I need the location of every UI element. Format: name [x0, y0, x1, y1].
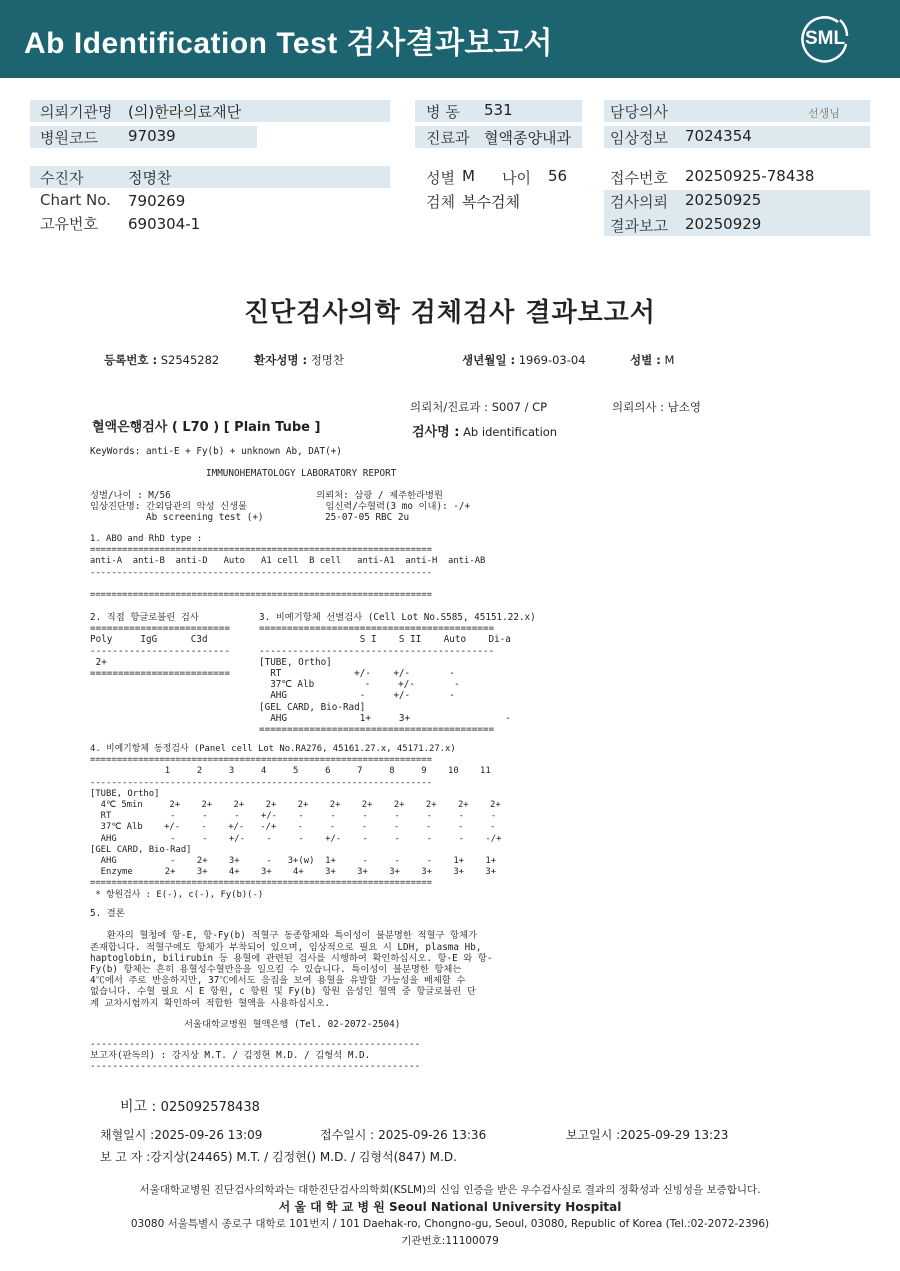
- req-doctor-label: 의뢰의사 :: [612, 400, 664, 414]
- patient-value: 정명찬: [128, 169, 172, 187]
- report-datetime: [566, 1126, 728, 1143]
- footer-reporter-label: 보 고 자 :: [100, 1150, 151, 1164]
- report-date-value: 20250929: [685, 215, 762, 233]
- receipt-label: 접수번호: [610, 169, 668, 187]
- hospital-name: 서 울 대 학 교 병 원 Seoul National University Hospital: [278, 1200, 622, 1214]
- doc-sex: [630, 352, 674, 368]
- clinical-label: 임상정보: [610, 129, 668, 147]
- reporter-block: ----------------------------------------------------------- 보고자(판독의) : 강지상 M.T. / 김정현 M.D. / 김형석 M.D. -----------------------------------------------------------: [90, 1039, 421, 1073]
- doctor-label: 담당의사: [610, 103, 668, 121]
- screen-block: 3. 비예기항체 선별검사 (Cell Lot No.S585, 45151.22.x) ========================================== S I S II Auto Di-a ------------------------------------------ [TUBE, Ortho] RT +/- +/- - 37℃ Alb - +/- - AHG - +/- - [GEL CARD, Bio-Rad] AHG 1+ 3+ - ==========================================: [259, 612, 536, 736]
- receipt-date-value: 2025-09-26 13:36: [378, 1128, 487, 1142]
- dat-block: 2. 직접 항글로불린 검사 ========================= Poly IgG C3d ------------------------- 2+ =========================: [90, 612, 230, 680]
- birth-date: [462, 352, 586, 368]
- doctor-suffix: 선생님: [808, 107, 840, 120]
- age-value: 56: [548, 167, 568, 185]
- footer-reporter: [100, 1148, 457, 1165]
- sex-label: 성별: [426, 169, 455, 187]
- collect-date: [100, 1126, 262, 1143]
- logo-text: SML: [804, 28, 846, 49]
- collect-label: 채혈일시 :: [100, 1128, 155, 1142]
- unique-label: 고유번호: [40, 215, 98, 233]
- dept-value: 혈액종양내과: [484, 129, 571, 147]
- test-name: [412, 421, 557, 440]
- name-value: 정명찬: [310, 353, 345, 367]
- chart-value: 790269: [128, 192, 186, 210]
- requesting-doctor: [612, 399, 701, 415]
- panel-block: 4. 비예기항체 동정검사 (Panel cell Lot No.RA276, 45161.27.x, 45171.27.x) ================================================================ 1 2 3 4 5 6 7 8 9 10 11 ---------------------------------------------------------------- [TUBE, Ortho] 4℃ 5min 2+ 2+ 2+ 2+ 2+ 2+ 2+ 2+ 2+ 2+ 2+ RT - - - +/- - - - - - - - 37℃ Alb +/- - +/- -/+ - - - - - - - AHG - - +/- - - +/- - - - - -/+ [GEL CARD, Bio-Rad] AHG - 2+ 3+ - 3+(w) 1+ - - - 1+ 1+ Enzyme 2+ 3+ 4+ 3+ 4+ 3+ 3+ 3+ 3+ 3+ 3+ ================================================================ * 항원검사 : E(-), c(-), Fy(b)(-): [90, 744, 502, 900]
- patient-bar: [30, 166, 390, 188]
- report-datetime-label: 보고일시 :: [566, 1128, 621, 1142]
- receipt-date-label: 접수일시 :: [320, 1128, 375, 1142]
- collect-value: 2025-09-26 13:09: [154, 1128, 263, 1142]
- clinical-value: 7024354: [685, 127, 752, 145]
- sml-logo: [800, 14, 850, 64]
- specimen-value: 복수검체: [462, 193, 520, 211]
- client-value: S007 / CP: [491, 400, 548, 414]
- specimen-label: 검체: [426, 193, 455, 211]
- reg-value: S2545282: [160, 353, 220, 367]
- req-doctor-value: 남소영: [667, 400, 701, 414]
- hospital-code-label: 병원코드: [40, 129, 98, 147]
- document-title: 진단검사의학 검체검사 결과보고서: [244, 298, 656, 328]
- conclusion-block: 5. 결론 환자의 혈청에 항-E, 항-Fy(b) 적혈구 동종항체와 특이성이 불분명한 적혈구 항체가 존재합니다. 적혈구에도 항체가 부착되어 있으며, 임상적으로 필요 시 LDH, plasma Hb, haptoglobin, bilirubin 등 용혈에 관련된 검사를 시행하여 확인하십시오. 항-E 와 항- Fy(b) 항체는 흔히 용혈성수혈반응을 일으킬 수 있습니다. 특이성이 불분명한 항체는 4℃에서 주로 반응하지만, 37℃에서도 응집을 보여 용혈을 유발할 가능성을 배제할 수 없습니다. 수혈 필요 시 E 항원, c 항원 및 Fy(b) 항원 음성인 혈액 중 항글로불린 단 계 교차시험까지 확인하여 적합한 혈액을 사용하십시오.: [90, 908, 493, 1009]
- footer-reporter-value: 강지상(24465) M.T. / 김정현() M.D. / 김형석(847) M.D.: [150, 1150, 457, 1164]
- dob-label: 생년월일 :: [462, 353, 516, 367]
- age-label: 나이: [502, 169, 531, 187]
- chart-label: Chart No.: [40, 191, 111, 209]
- patient-block: 성별/나이 : M/56 의뢰처: 삼광 / 제주한라병원 임상진단명: 간외담관의 악성 신생물 임신력/수혈력(3 mo 이내): -/+ Ab screening test (+) 25-07-05 RBC 2u: [90, 490, 471, 524]
- report-date-label: 결과보고: [610, 217, 668, 235]
- patient-label: 수진자: [40, 169, 84, 187]
- reg-no: [104, 352, 219, 368]
- client-label: 의뢰처/진료과 :: [410, 400, 489, 414]
- client-dept: [410, 399, 547, 415]
- remarks-label: 비고 :: [120, 1099, 157, 1115]
- report-title: Ab Identification Test 검사결과보고서: [24, 27, 553, 60]
- ward-value: 531: [484, 101, 513, 119]
- receipt-date: [320, 1126, 486, 1143]
- dept-label: 진료과: [426, 129, 470, 147]
- certification-line: 서울대학교병원 진단검사의학과는 대한진단검사의학회(KSLM)의 신임 인증을 받은 우수검사실로 결과의 정확성과 신빙성을 보증합니다.: [139, 1184, 761, 1196]
- sex-value: M: [462, 167, 475, 185]
- report-header: [0, 0, 900, 78]
- doc-sex-value: M: [664, 353, 675, 367]
- test-name-value: Ab identification: [463, 425, 558, 439]
- hospital-bank-line: 서울대학교병원 혈액은행 (Tel. 02-2072-2504): [184, 1019, 401, 1030]
- dob-value: 1969-03-04: [518, 353, 586, 367]
- institution-number: 기관번호:11100079: [401, 1235, 499, 1247]
- hospital-code-value: 97039: [128, 127, 176, 145]
- request-value: 20250925: [685, 191, 762, 209]
- unique-value: 690304-1: [128, 215, 201, 233]
- hospital-address: 03080 서울특별시 종로구 대학로 101번지 / 101 Daehak-ro, Chongno-gu, Seoul, 03080, Republic of Korea (Tel.:02-2072-2396): [130, 1218, 770, 1230]
- remarks-value: 025092578438: [160, 1100, 260, 1115]
- abo-block: 1. ABO and RhD type : ================================================================ anti-A anti-B anti-D Auto A1 cell B cell anti-A1 anti-H anti-AB ---------------------------------------------------------------- ================================================================: [90, 534, 486, 601]
- remarks: [120, 1096, 260, 1116]
- test-title: 혈액은행검사 ( L70 ) [ Plain Tube ]: [92, 420, 321, 435]
- request-label: 검사의뢰: [610, 193, 668, 211]
- institution-value: (의)한라의료재단: [128, 103, 242, 121]
- report-datetime-value: 2025-09-29 13:23: [620, 1128, 729, 1142]
- reg-label: 등록번호 :: [104, 353, 158, 367]
- name-label: 환자성명 :: [254, 353, 308, 367]
- lab-title: IMMUNOHEMATOLOGY LABORATORY REPORT: [206, 468, 397, 479]
- doc-sex-label: 성별 :: [630, 353, 661, 367]
- test-name-label: 검사명 :: [412, 425, 460, 440]
- institution-label: 의뢰기관명: [40, 103, 113, 121]
- keywords-line: KeyWords: anti-E + Fy(b) + unknown Ab, DAT(+): [90, 446, 342, 457]
- receipt-value: 20250925-78438: [685, 167, 815, 185]
- ward-label: 병 동: [426, 103, 460, 121]
- patient-name: [254, 352, 344, 368]
